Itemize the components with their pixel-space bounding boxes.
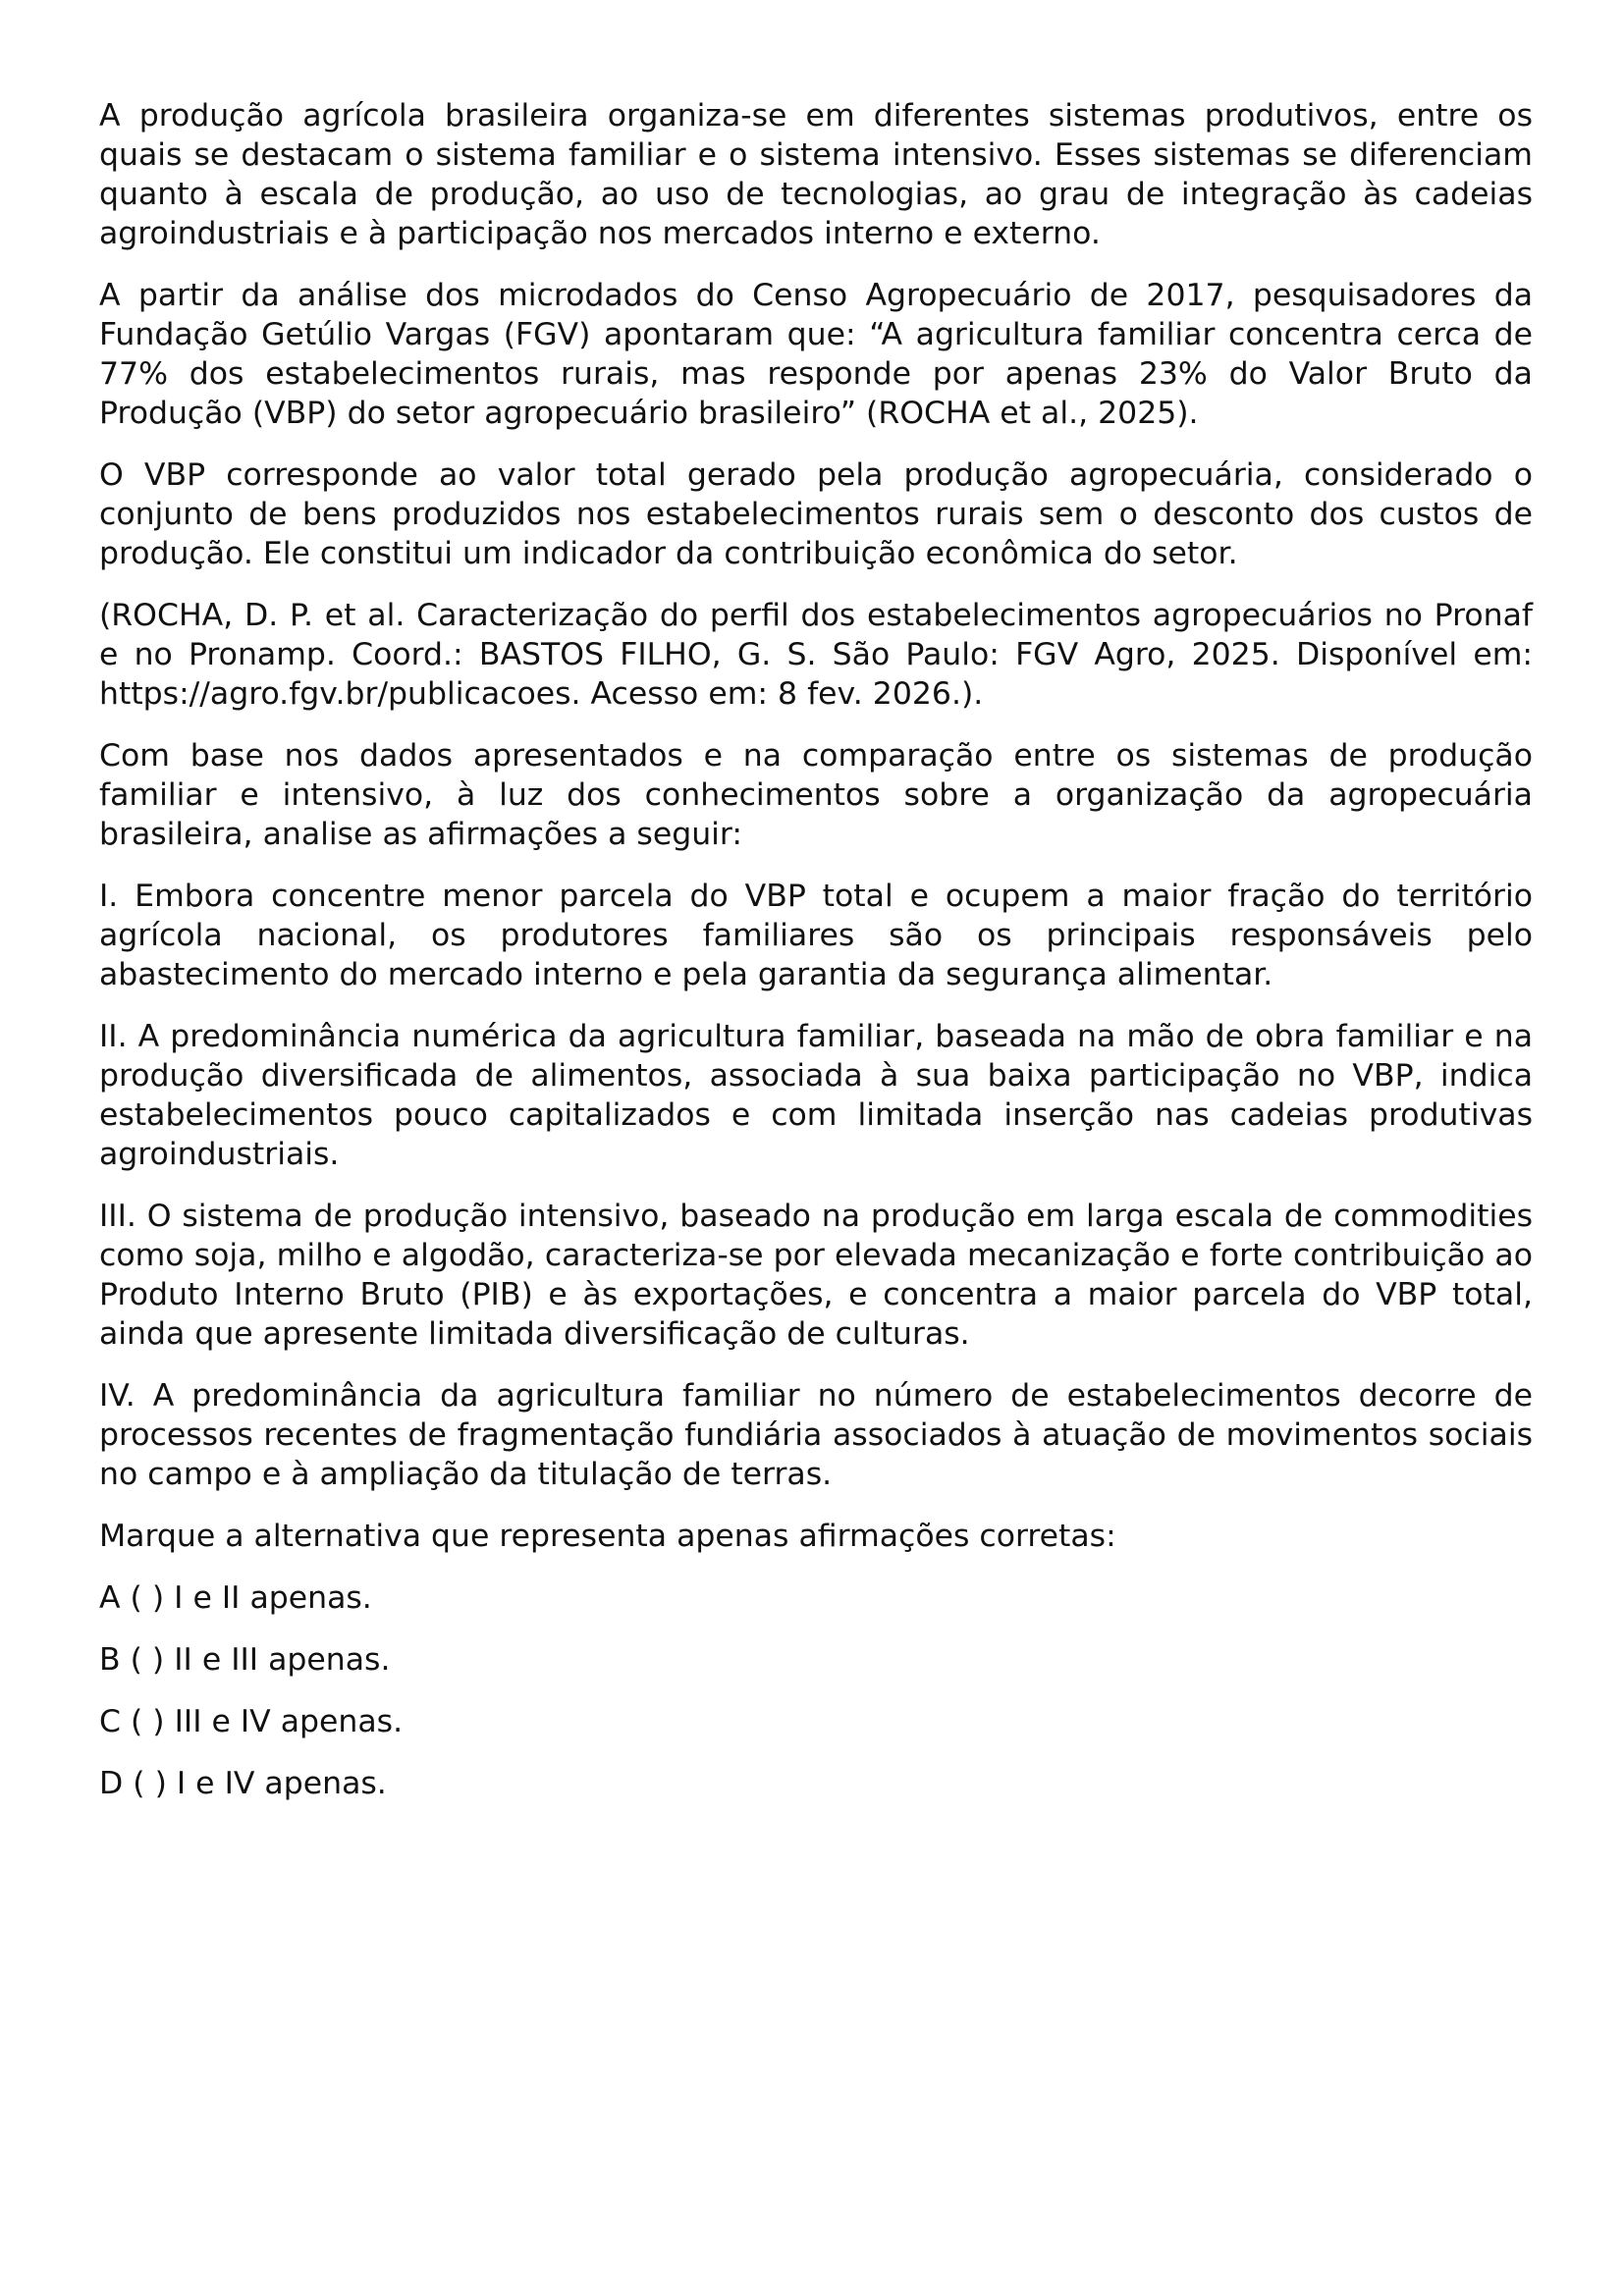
option-d[interactable]: D ( ) I e IV apenas.: [99, 1766, 387, 1801]
statement-iv: IV. A predominância da agricultura familiar no número de estabelecimentos decorre de processos recentes de fragmentação fundiária associados à atuação de movimentos sociais no campo e à ampliação da titulação de terras.: [99, 1378, 1533, 1492]
census-quote-paragraph: A partir da análise dos microdados do Censo Agropecuário de 2017, pesquisadores da Fundação Getúlio Vargas (FGV) apontaram que: “A agricultura familiar concentra cerca de 77% dos estabelecimentos rurais, mas responde por apenas 23% do Valor Bruto da Produção (VBP) do setor agropecuário brasileiro” (ROCHA et al., 2025).: [99, 278, 1533, 431]
statement-i: I. Embora concentre menor parcela do VBP total e ocupem a maior fração do território agrícola nacional, os produtores familiares são os principais responsáveis pelo abastecimento do mercado interno e pela garantia da segurança alimentar.: [99, 879, 1533, 992]
reference-citation: (ROCHA, D. P. et al. Caracterização do perfil dos estabelecimentos agropecuários no Pronaf e no Pronamp. Coord.: BASTOS FILHO, G. S. São Paulo: FGV Agro, 2025. Disponível em: https://agro.fgv.br/publicacoes. Acesso em: 8 fev. 2026.).: [99, 598, 1533, 712]
intro-paragraph: A produção agrícola brasileira organiza-se em diferentes sistemas produtivos, entre os quais se destacam o sistema familiar e o sistema intensivo. Esses sistemas se diferenciam quanto à escala de produção, ao uso de tecnologias, ao grau de integração às cadeias agroindustriais e à participação nos mercados interno e externo.: [99, 98, 1533, 251]
option-b[interactable]: B ( ) II e III apenas.: [99, 1642, 391, 1678]
question-prompt: Com base nos dados apresentados e na comparação entre os sistemas de produção familiar e intensivo, à luz dos conhecimentos sobre a organização da agropecuária brasileira, analise as afirmações a seguir:: [99, 738, 1533, 852]
answer-instruction: Marque a alternativa que representa apenas afirmações corretas:: [99, 1519, 1116, 1554]
question-document: [99, 96, 1533, 1826]
statement-ii: II. A predominância numérica da agricultura familiar, baseada na mão de obra familiar e na produção diversificada de alimentos, associada à sua baixa participação no VBP, indica estabelecimentos pouco capitalizados e com limitada inserção nas cadeias produtivas agroindustriais.: [99, 1019, 1533, 1172]
statement-iii: III. O sistema de produção intensivo, baseado na produção em larga escala de commodities como soja, milho e algodão, caracteriza-se por elevada mecanização e forte contribuição ao Produto Interno Bruto (PIB) e às exportações, e concentra a maior parcela do VBP total, ainda que apresente limitada diversificação de culturas.: [99, 1199, 1533, 1352]
option-c[interactable]: C ( ) III e IV apenas.: [99, 1704, 404, 1739]
option-a[interactable]: A ( ) I e II apenas.: [99, 1580, 372, 1616]
vbp-definition-paragraph: O VBP corresponde ao valor total gerado pela produção agropecuária, considerado o conjunto de bens produzidos nos estabelecimentos rurais sem o desconto dos custos de produção. Ele constitui um indicador da contribuição econômica do setor.: [99, 457, 1533, 571]
